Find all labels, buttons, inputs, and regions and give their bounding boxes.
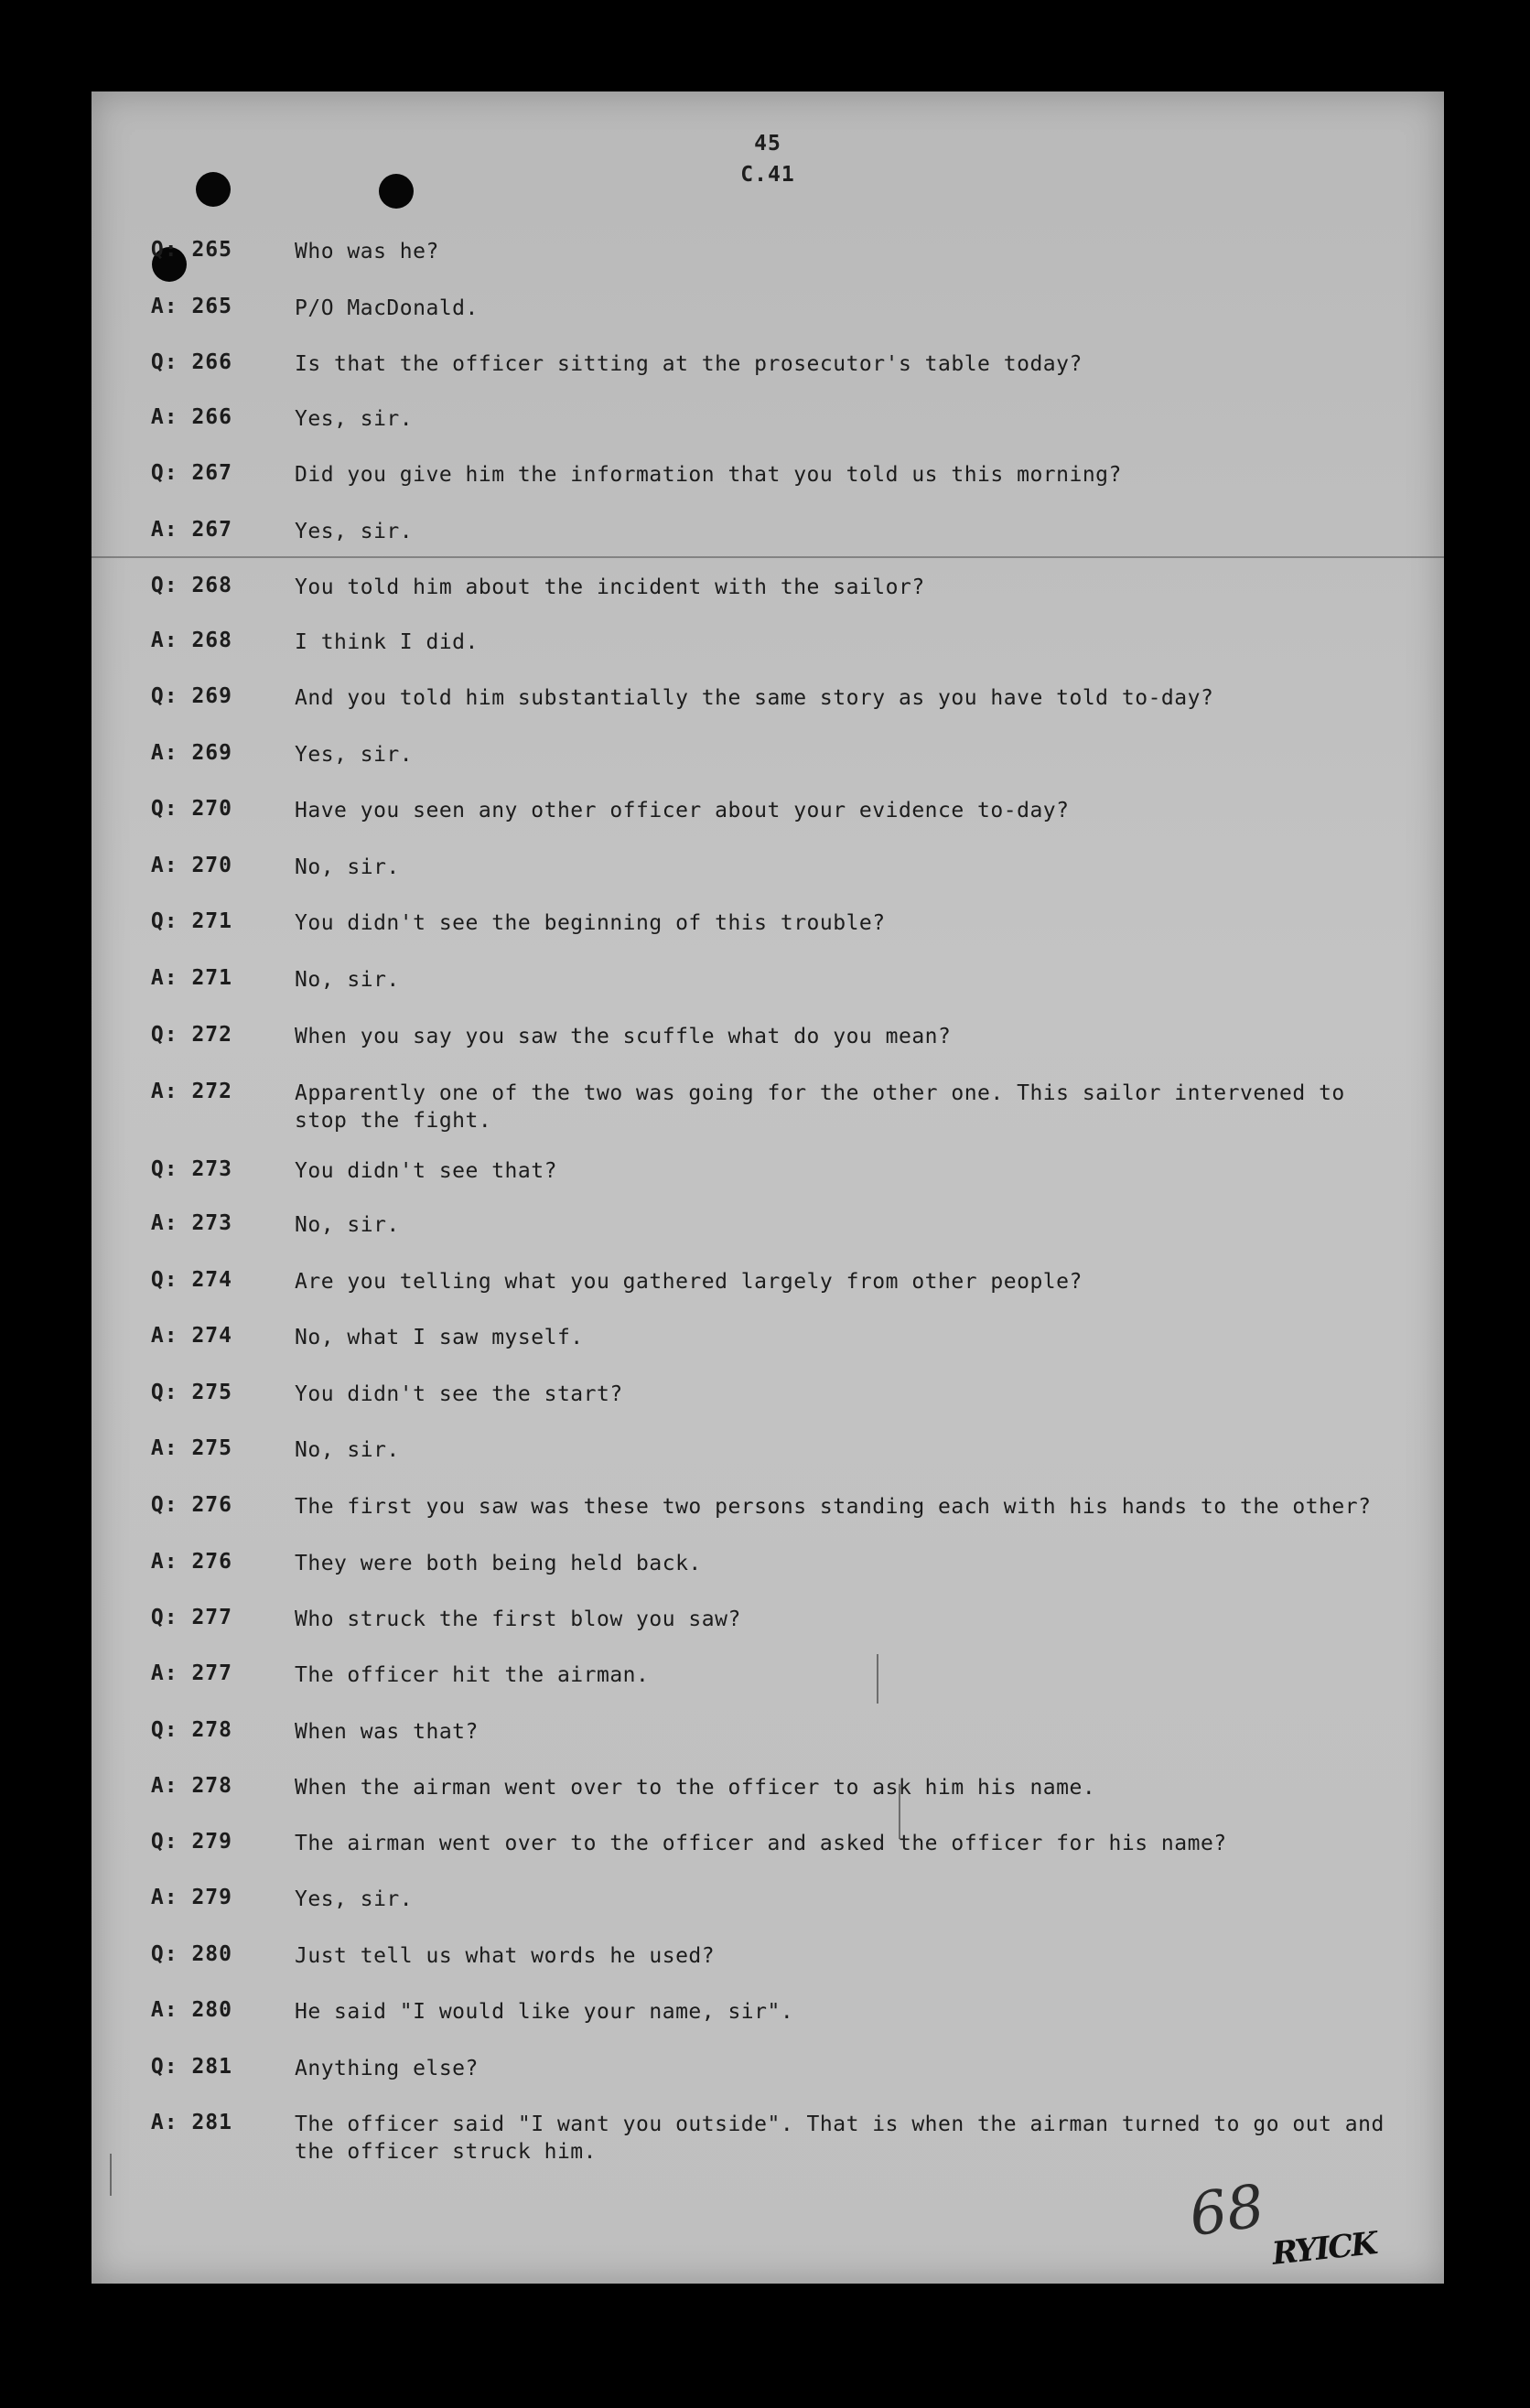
entry-label: Q: 279 (150, 1830, 232, 1854)
entry-text: Yes, sir. (295, 520, 414, 543)
entry-label: A: 266 (150, 405, 232, 429)
entry-label: A: 265 (150, 295, 232, 318)
entry-text: And you told him substantially the same story as you have told to-day? (295, 686, 1214, 710)
entry-label: A: 276 (150, 1550, 232, 1574)
entry-text: When was that? (295, 1720, 479, 1744)
entry-text: No, sir. (295, 1438, 400, 1462)
entry-text: They were both being held back. (295, 1552, 702, 1575)
entry-text: No, sir. (295, 855, 400, 879)
entry-text: The officer said "I want you outside". That is when the airman turned to go out and the officer struck him. (295, 2112, 1385, 2164)
entry-label: Q: 273 (150, 1157, 232, 1181)
entry-text: Yes, sir. (295, 1887, 414, 1911)
entry-label: Q: 266 (150, 350, 232, 374)
entry-label: A: 281 (150, 2111, 232, 2134)
entry-label: A: 270 (150, 854, 232, 877)
document-page (92, 91, 1444, 2284)
entry-label: Q: 275 (150, 1381, 232, 1404)
entry-text: Yes, sir. (295, 407, 414, 431)
entry-text: Yes, sir. (295, 743, 414, 767)
entry-text: Are you telling what you gathered largely from other people? (295, 1270, 1083, 1294)
entry-label: A: 280 (150, 1998, 232, 2022)
entry-label: Q: 267 (150, 461, 232, 485)
entry-label: Q: 271 (150, 909, 232, 933)
entry-text: No, what I saw myself. (295, 1326, 584, 1349)
entry-label: Q: 265 (150, 238, 232, 262)
entry-text: The airman went over to the officer and asked the officer for his name? (295, 1832, 1227, 1855)
entry-label: Q: 274 (150, 1268, 232, 1292)
page-number: 45 (754, 132, 781, 156)
entry-label: A: 271 (150, 966, 232, 990)
entry-text: You didn't see that? (295, 1159, 557, 1183)
handwritten-signature: RYICK (1270, 2225, 1378, 2273)
entry-label: Q: 270 (150, 797, 232, 821)
scratch-mark (110, 2154, 112, 2196)
fold-line (92, 556, 1444, 558)
entry-text: I think I did. (295, 630, 479, 654)
entry-text: Who struck the first blow you saw? (295, 1607, 741, 1631)
entry-text: When the airman went over to the officer to ask him his name. (295, 1776, 1096, 1800)
entry-text: When you say you saw the scuffle what do you mean? (295, 1025, 952, 1048)
entry-label: Q: 268 (150, 574, 232, 597)
entry-text: Is that the officer sitting at the prosecutor's table today? (295, 352, 1083, 376)
document-reference: C.41 (740, 163, 795, 187)
entry-label: A: 268 (150, 629, 232, 652)
entry-text: You didn't see the start? (295, 1382, 623, 1406)
punch-hole (379, 174, 414, 209)
entry-label: A: 269 (150, 741, 232, 765)
entry-text: P/O MacDonald. (295, 296, 479, 320)
punch-hole (196, 172, 231, 207)
entry-label: Q: 269 (150, 684, 232, 708)
entry-label: Q: 272 (150, 1023, 232, 1047)
entry-label: A: 272 (150, 1080, 232, 1103)
entry-label: A: 278 (150, 1774, 232, 1798)
entry-label: A: 267 (150, 518, 232, 542)
entry-text: He said "I would like your name, sir". (295, 2000, 794, 2024)
entry-text: Just tell us what words he used? (295, 1944, 716, 1968)
entry-label: Q: 276 (150, 1493, 232, 1517)
entry-label: A: 279 (150, 1886, 232, 1909)
entry-label: A: 273 (150, 1211, 232, 1235)
entry-text: Who was he? (295, 240, 439, 263)
entry-label: A: 274 (150, 1324, 232, 1348)
entry-text: Anything else? (295, 2057, 479, 2080)
entry-text: Did you give him the information that you told us this morning? (295, 463, 1122, 487)
entry-text: No, sir. (295, 1213, 400, 1237)
entry-text: You told him about the incident with the sailor? (295, 575, 925, 599)
entry-text: The first you saw was these two persons standing each with his hands to the other? (295, 1495, 1372, 1519)
entry-label: Q: 278 (150, 1718, 232, 1742)
entry-text: You didn't see the beginning of this trouble? (295, 911, 886, 935)
entry-label: A: 277 (150, 1661, 232, 1685)
entry-text: Apparently one of the two was going for the other one. This sailor intervened to stop the fight. (295, 1081, 1345, 1133)
entry-text: No, sir. (295, 968, 400, 992)
handwritten-page-number: 68 (1185, 2172, 1269, 2251)
entry-text: Have you seen any other officer about your evidence to-day? (295, 799, 1070, 822)
entry-text: The officer hit the airman. (295, 1663, 650, 1687)
entry-label: Q: 280 (150, 1942, 232, 1966)
entry-label: A: 275 (150, 1436, 232, 1460)
entry-label: Q: 281 (150, 2055, 232, 2079)
entry-label: Q: 277 (150, 1606, 232, 1629)
